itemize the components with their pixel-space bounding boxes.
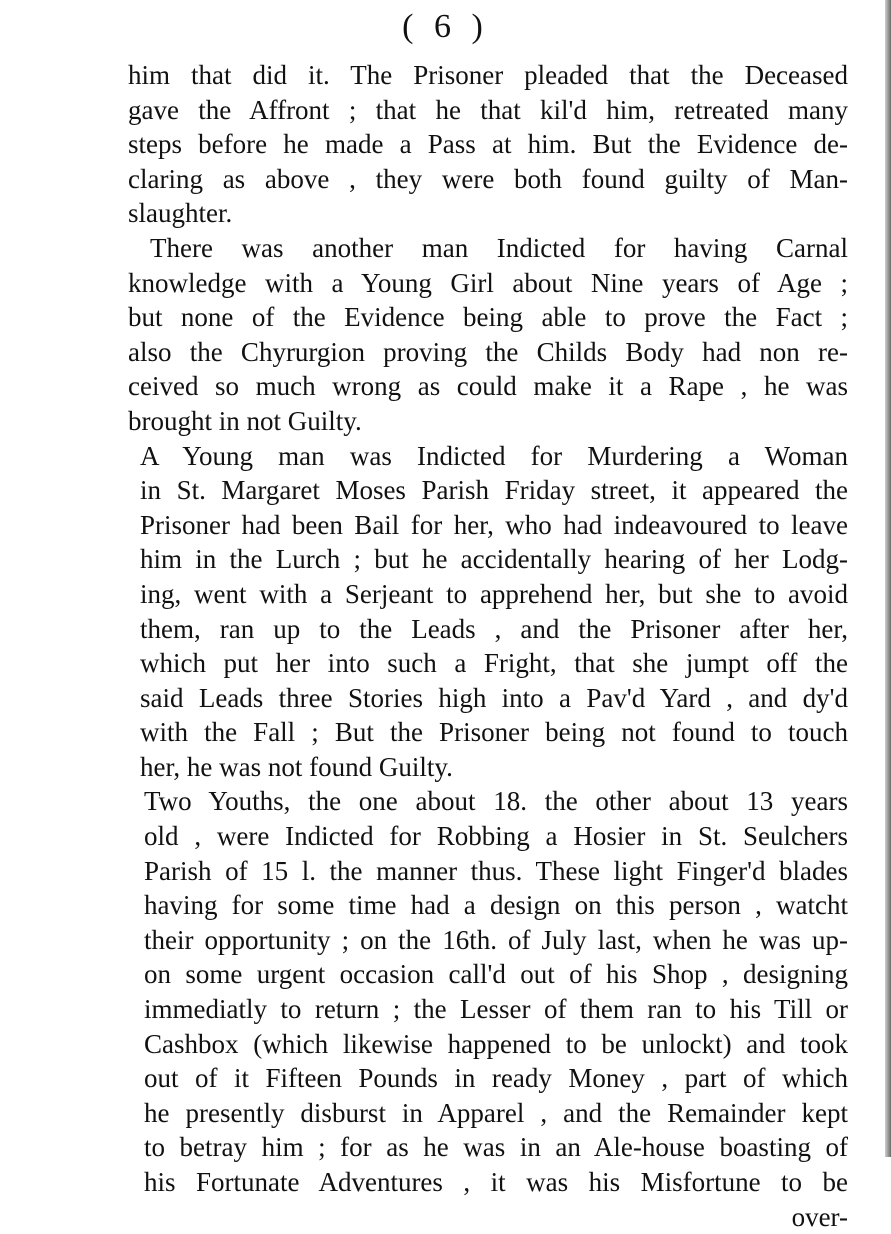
text-line: but none of the Evidence being able to prove the Fact ;	[128, 302, 848, 333]
text-line: Parish of 15 l. the manner thus. These light Finger'd blades	[144, 855, 848, 886]
text-line: having for some time had a design on this person , watcht	[144, 890, 848, 921]
text-line: out of it Fifteen Pounds in ready Money , part of which	[144, 1063, 848, 1094]
text-line: their opportunity ; on the 16th. of July last, when he was up-	[144, 924, 848, 955]
text-line: he presently disburst in Apparel , and the Remainder kept	[144, 1097, 848, 1128]
text-line: also the Chyrurgion proving the Childs Body had non re-	[128, 336, 848, 367]
text-line: knowledge with a Young Girl about Nine years of Age ;	[128, 267, 848, 298]
text-line: to betray him ; for as he was in an Ale-house boasting of	[144, 1132, 848, 1163]
text-line: said Leads three Stories high into a Pav'd Yard , and dy'd	[140, 682, 848, 713]
text-line: Two Youths, the one about 18. the other about 13 years	[144, 786, 848, 817]
text-line: steps before he made a Pass at him. But the Evidence de-	[128, 129, 848, 160]
text-line: Cashbox (which likewise happened to be unlockt) and took	[144, 1028, 848, 1059]
text-line: slaughter.	[128, 198, 233, 229]
text-line: claring as above , they were both found guilty of Man-	[128, 163, 848, 194]
text-line: ing, went with a Serjeant to apprehend her, but she to avoid	[140, 578, 848, 609]
text-line: There was another man Indicted for having Carnal	[150, 232, 848, 263]
text-line: immediatly to return ; the Lesser of them ran to his Till or	[144, 994, 848, 1025]
text-line: gave the Affront ; that he that kil'd him, retreated many	[128, 94, 848, 125]
text-line: them, ran up to the Leads , and the Prisoner after her,	[140, 613, 848, 644]
text-line: his Fortunate Adventures , it was his Misfortune to be	[144, 1167, 848, 1197]
text-line: A Young man was Indicted for Murdering a Woman	[140, 440, 848, 471]
text-line: brought in not Guilty.	[128, 405, 362, 436]
text-line: which put her into such a Fright, that she jumpt off the	[140, 648, 848, 679]
text-line: him that did it. The Prisoner pleaded that the Deceased	[128, 60, 848, 90]
text-line: him in the Lurch ; but he accidentally hearing of her Lodg-	[140, 544, 848, 575]
text-line: on some urgent occasion call'd out of his Shop , designing	[144, 959, 848, 990]
catchword: over-	[791, 1201, 848, 1232]
text-line: ceived so much wrong as could make it a Rape , he was	[128, 371, 848, 402]
text-line: old , were Indicted for Robbing a Hosier in St. Seulchers	[144, 821, 848, 852]
page-number: ( 6 )	[402, 8, 489, 45]
text-line: in St. Margaret Moses Parish Friday street, it appeared the	[140, 475, 848, 506]
text-line: with the Fall ; But the Prisoner being not found to touch	[140, 717, 848, 748]
text-line: Prisoner had been Bail for her, who had indeavoured to leave	[140, 509, 848, 540]
page-edge-shadow	[885, 0, 891, 1157]
body-text	[128, 58, 848, 1234]
text-line: her, he was not found Guilty.	[140, 751, 453, 782]
